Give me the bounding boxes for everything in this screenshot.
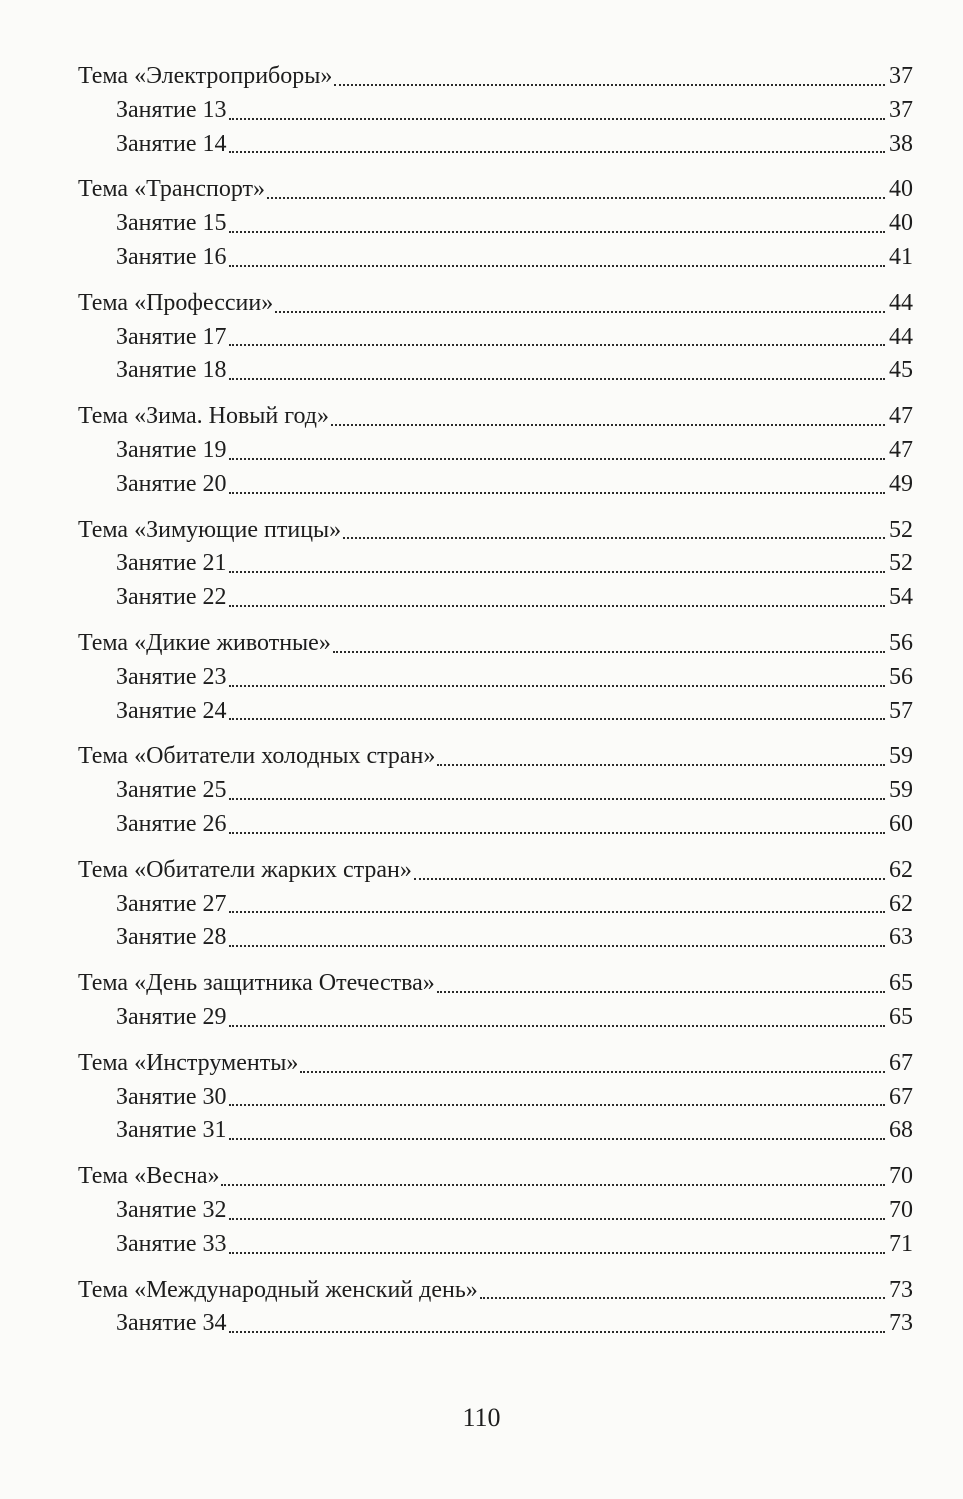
dot-leader — [229, 1025, 885, 1027]
theme-title: Тема «Инструменты» — [78, 1049, 299, 1076]
toc-lesson-entry — [78, 241, 913, 275]
theme-title: Тема «Электроприборы» — [78, 63, 333, 89]
toc-lesson-entry — [78, 547, 913, 581]
toc-theme-entry — [78, 173, 913, 207]
toc-page-number: 59 — [889, 777, 913, 804]
lesson-title: Занятие 24 — [116, 697, 227, 724]
toc-page-number: 45 — [889, 357, 913, 384]
toc-section — [78, 627, 913, 728]
toc-page-number: 44 — [889, 289, 913, 316]
toc-section — [78, 173, 913, 274]
toc-page-number: 65 — [889, 970, 913, 997]
dot-leader — [229, 685, 885, 687]
lesson-title: Занятие 18 — [116, 357, 227, 384]
toc-page-number: 38 — [889, 130, 913, 157]
toc-theme-entry — [78, 1047, 913, 1081]
lesson-title: Занятие 17 — [116, 323, 227, 350]
toc-section — [78, 740, 913, 841]
toc-page-number: 70 — [889, 1163, 913, 1190]
toc-lesson-entry — [78, 321, 913, 355]
lesson-title: Занятие 30 — [116, 1083, 227, 1110]
page-number: 110 — [462, 1403, 501, 1432]
toc-theme-entry — [78, 287, 913, 321]
toc-theme-entry — [78, 740, 913, 774]
dot-leader — [229, 718, 885, 720]
toc-lesson-entry — [78, 1228, 913, 1262]
dot-leader — [331, 424, 885, 426]
toc-page-number: 67 — [889, 1049, 913, 1076]
toc-page-number: 65 — [889, 1003, 913, 1030]
toc-lesson-entry — [78, 661, 913, 695]
dot-leader — [229, 1104, 885, 1106]
dot-leader — [229, 118, 885, 120]
dot-leader — [333, 651, 885, 653]
toc-theme-entry — [78, 1274, 913, 1308]
lesson-title: Занятие 33 — [116, 1230, 227, 1257]
lesson-title: Занятие 29 — [116, 1003, 227, 1030]
toc-lesson-entry — [78, 921, 913, 955]
toc-theme-entry — [78, 514, 913, 548]
dot-leader — [229, 1331, 885, 1333]
toc-lesson-entry — [78, 1114, 913, 1148]
theme-title: Тема «Зимующие птицы» — [78, 516, 342, 543]
dot-leader — [229, 945, 885, 947]
toc-page-number: 62 — [889, 890, 913, 917]
theme-title: Тема «Профессии» — [78, 289, 274, 316]
lesson-title: Занятие 26 — [116, 810, 227, 837]
dot-leader — [437, 991, 885, 993]
dot-leader — [229, 265, 885, 267]
dot-leader — [334, 84, 885, 86]
toc-section — [78, 400, 913, 501]
theme-title: Тема «Транспорт» — [78, 176, 265, 203]
toc-lesson-entry — [78, 1001, 913, 1035]
toc-lesson-entry — [78, 888, 913, 922]
toc-lesson-entry — [78, 94, 913, 128]
toc-page-number: 41 — [889, 243, 913, 270]
toc-page-number: 37 — [889, 63, 913, 89]
lesson-title: Занятие 15 — [116, 210, 227, 237]
table-of-contents — [78, 60, 913, 1353]
dot-leader — [229, 832, 885, 834]
toc-lesson-entry — [78, 128, 913, 162]
dot-leader — [229, 798, 885, 800]
toc-page-number: 40 — [889, 176, 913, 203]
dot-leader — [343, 537, 885, 539]
toc-lesson-entry — [78, 1307, 913, 1341]
toc-theme-entry — [78, 854, 913, 888]
toc-lesson-entry — [78, 434, 913, 468]
theme-title: Тема «Обитатели холодных стран» — [78, 743, 436, 770]
toc-lesson-entry — [78, 468, 913, 502]
dot-leader — [275, 311, 885, 313]
theme-title: Тема «Зима. Новый год» — [78, 403, 330, 430]
lesson-title: Занятие 28 — [116, 924, 227, 951]
toc-section — [78, 1047, 913, 1148]
toc-page-number: 56 — [889, 629, 913, 656]
lesson-title: Занятие 23 — [116, 663, 227, 690]
dot-leader — [300, 1071, 885, 1073]
lesson-title: Занятие 21 — [116, 550, 227, 577]
toc-page-number: 56 — [889, 663, 913, 690]
lesson-title: Занятие 25 — [116, 777, 227, 804]
toc-lesson-entry — [78, 207, 913, 241]
toc-section — [78, 287, 913, 388]
dot-leader — [229, 231, 885, 233]
toc-section — [78, 1274, 913, 1342]
theme-title: Тема «День защитника Отечества» — [78, 970, 435, 997]
toc-section — [78, 854, 913, 955]
dot-leader — [414, 878, 885, 880]
toc-theme-entry — [78, 60, 913, 94]
toc-page-number: 67 — [889, 1083, 913, 1110]
theme-title: Тема «Весна» — [78, 1163, 220, 1190]
toc-theme-entry — [78, 967, 913, 1001]
toc-page-number: 71 — [889, 1230, 913, 1257]
toc-page-number: 73 — [889, 1310, 913, 1337]
dot-leader — [229, 344, 885, 346]
toc-page-number: 44 — [889, 323, 913, 350]
dot-leader — [267, 197, 885, 199]
lesson-title: Занятие 22 — [116, 584, 227, 611]
toc-page-number: 49 — [889, 470, 913, 497]
toc-page-number: 47 — [889, 403, 913, 430]
dot-leader — [229, 911, 885, 913]
theme-title: Тема «Обитатели жарких стран» — [78, 856, 412, 883]
lesson-title: Занятие 19 — [116, 436, 227, 463]
toc-page-number: 73 — [889, 1276, 913, 1303]
dot-leader — [229, 605, 885, 607]
toc-theme-entry — [78, 400, 913, 434]
dot-leader — [229, 378, 885, 380]
toc-page-number: 57 — [889, 697, 913, 724]
toc-page-number: 63 — [889, 924, 913, 951]
theme-title: Тема «Дикие животные» — [78, 629, 331, 656]
toc-page-number: 60 — [889, 810, 913, 837]
lesson-title: Занятие 16 — [116, 243, 227, 270]
toc-page-number: 68 — [889, 1117, 913, 1144]
toc-section — [78, 1160, 913, 1261]
dot-leader — [229, 151, 885, 153]
toc-page-number: 40 — [889, 210, 913, 237]
toc-theme-entry — [78, 1160, 913, 1194]
toc-page-number: 37 — [889, 96, 913, 123]
toc-page-number: 62 — [889, 856, 913, 883]
toc-section — [78, 60, 913, 161]
lesson-title: Занятие 14 — [116, 130, 227, 157]
toc-lesson-entry — [78, 695, 913, 729]
toc-section — [78, 514, 913, 615]
toc-page-number: 52 — [889, 550, 913, 577]
toc-page-number: 54 — [889, 584, 913, 611]
theme-title: Тема «Международный женский день» — [78, 1276, 478, 1303]
toc-lesson-entry — [78, 354, 913, 388]
dot-leader — [221, 1184, 885, 1186]
toc-lesson-entry — [78, 581, 913, 615]
dot-leader — [229, 1138, 885, 1140]
toc-page-number: 52 — [889, 516, 913, 543]
lesson-title: Занятие 31 — [116, 1117, 227, 1144]
dot-leader — [229, 571, 885, 573]
lesson-title: Занятие 34 — [116, 1310, 227, 1337]
dot-leader — [229, 1218, 885, 1220]
dot-leader — [229, 458, 885, 460]
lesson-title: Занятие 32 — [116, 1196, 227, 1223]
lesson-title: Занятие 13 — [116, 96, 227, 123]
lesson-title: Занятие 27 — [116, 890, 227, 917]
dot-leader — [229, 492, 885, 494]
toc-lesson-entry — [78, 1081, 913, 1115]
toc-theme-entry — [78, 627, 913, 661]
dot-leader — [480, 1297, 885, 1299]
toc-lesson-entry — [78, 1194, 913, 1228]
dot-leader — [437, 764, 885, 766]
toc-lesson-entry — [78, 808, 913, 842]
toc-page-number: 47 — [889, 436, 913, 463]
toc-page-number: 59 — [889, 743, 913, 770]
lesson-title: Занятие 20 — [116, 470, 227, 497]
toc-lesson-entry — [78, 774, 913, 808]
toc-section — [78, 967, 913, 1035]
dot-leader — [229, 1252, 885, 1254]
toc-page-number: 70 — [889, 1196, 913, 1223]
